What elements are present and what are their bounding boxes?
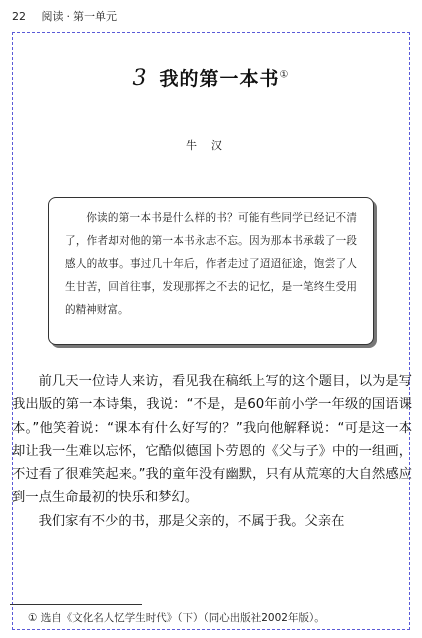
footnote-mark: ① bbox=[279, 69, 290, 81]
paragraph-1: 前几天一位诗人来访，看见我在稿纸上写的这个题目，以为是写我出版的第一本诗集，我说：“不是，是60年前小学一年级的国语课本。”他笑着说：“课本有什么好写的？”我向他解释说：“可是这一本却让我一生难以忘怀，它酷似德国卜劳恩的《父与子》中的一组画，不过看了很难笑起来。”我的童年没有幽默，只有从荒寒的大自然感应到一点生命最初的快乐和梦幻。 bbox=[12, 374, 412, 506]
page-header bbox=[12, 8, 117, 24]
footnote-divider bbox=[10, 604, 142, 605]
author-name: 牛汉 bbox=[186, 139, 236, 152]
paragraph-2: 我们家有不少的书，那是父亲的，不属于我。父亲在 bbox=[38, 513, 345, 529]
article-body bbox=[12, 370, 412, 533]
header-separator: · bbox=[66, 10, 70, 23]
article-number: 3 bbox=[132, 66, 148, 91]
article-title-text: 我的第一本书 bbox=[159, 68, 280, 90]
article-title bbox=[0, 64, 422, 91]
intro-box: 你读的第一本书是什么样的书？可能有些同学已经记不清了，作者却对他的第一本书永志不忘。因为那本书承载了一段感人的故事。事过几十年后，作者走过了迢迢征途，饱尝了人生甘苦，回首往事，发现那挥之不去的记忆，是一笔终生受用的精神财富。 bbox=[48, 197, 374, 345]
unit-label: 第一单元 bbox=[73, 10, 117, 23]
section-label: 阅读 bbox=[41, 10, 64, 23]
footnote: ① 选自《文化名人忆学生时代》（下）（同心出版社2002年版）。 bbox=[28, 612, 325, 624]
page-number: 22 bbox=[12, 10, 26, 23]
